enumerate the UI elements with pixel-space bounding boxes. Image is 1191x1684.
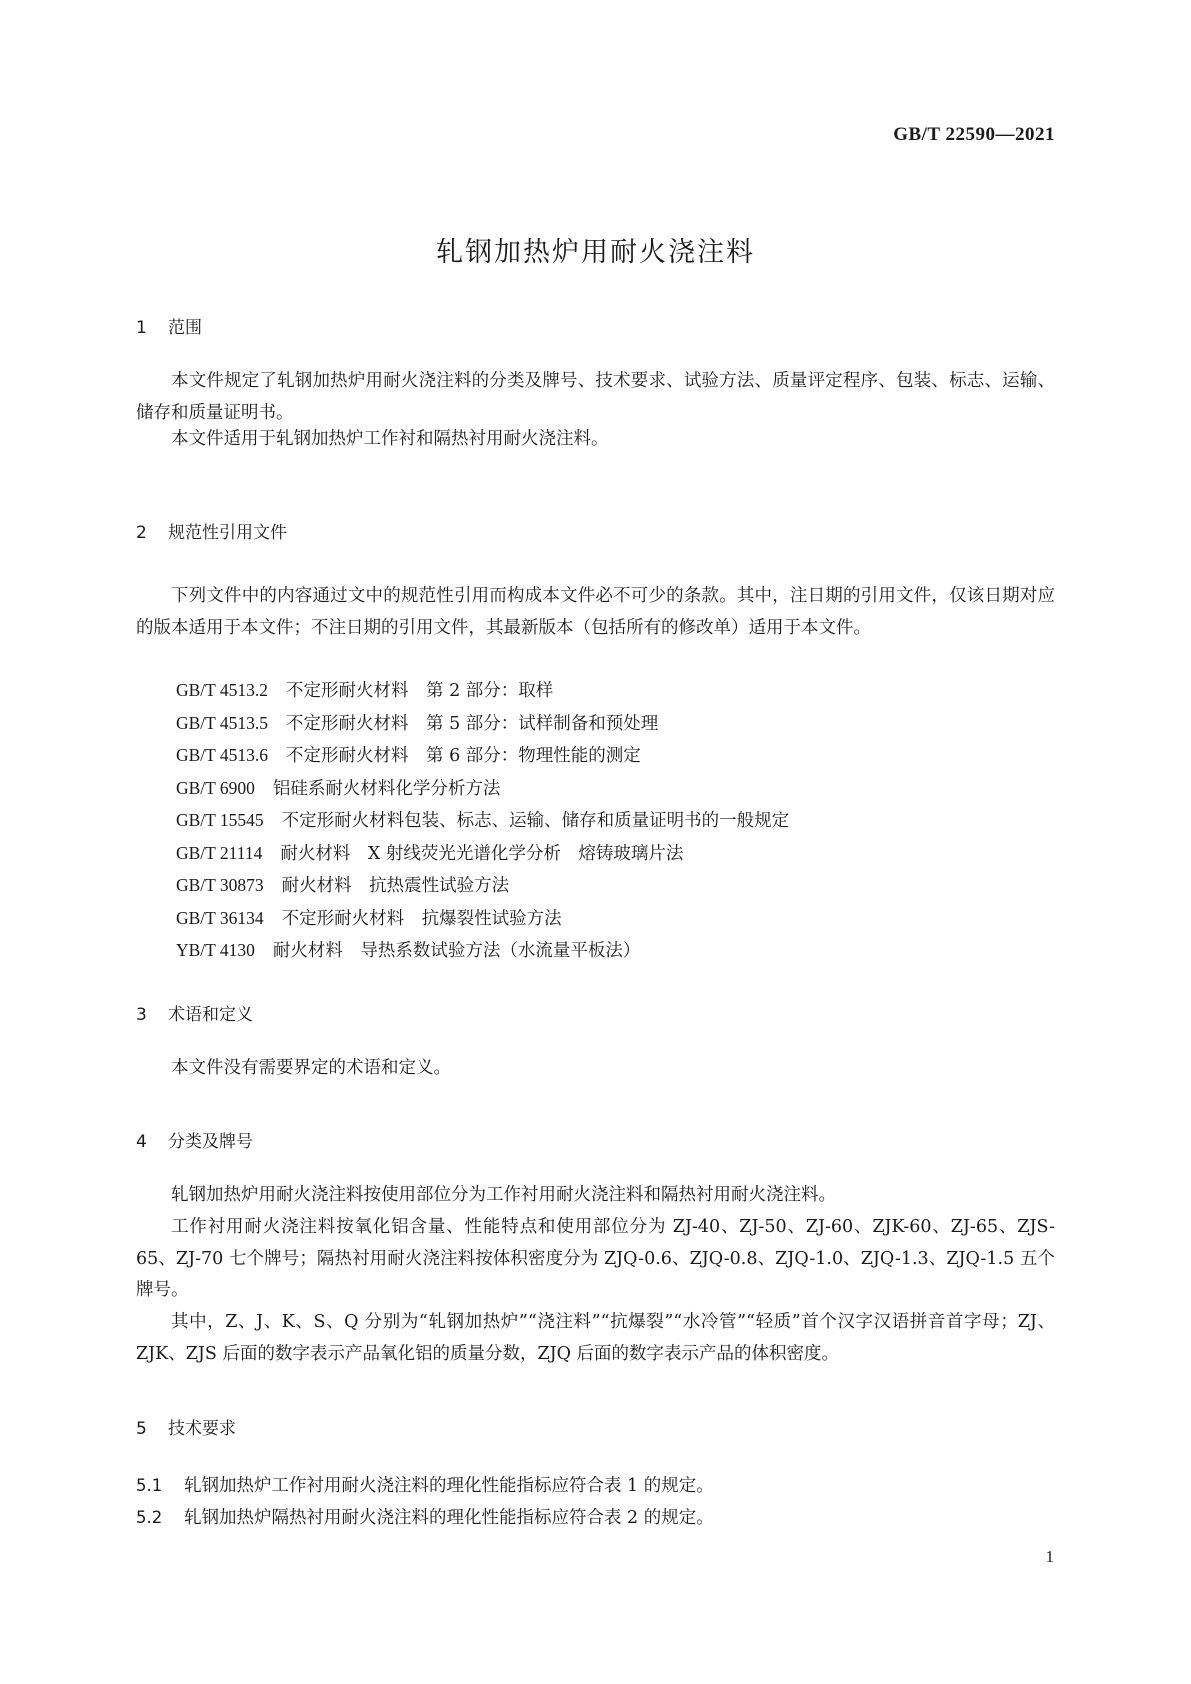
section-heading-normative-references (136, 518, 287, 543)
document-title: 轧钢加热炉用耐火浇注料 (436, 237, 755, 268)
standard-code: GB/T 22590—2021 (893, 124, 1055, 145)
paragraph: 本文件适用于轧钢加热炉工作衬和隔热衬用耐火浇注料。 (171, 429, 609, 449)
section-title: 规范性引用文件 (168, 523, 287, 543)
reference-title: 不定形耐火材料 第 5 部分：试样制备和预处理 (286, 713, 659, 734)
paragraph: 本文件规定了轧钢加热炉用耐火浇注料的分类及牌号、技术要求、试验方法、质量评定程序、包装、标志、运输、储存和质量证明书。 (136, 371, 1055, 423)
clause-number: 5.1 (136, 1476, 163, 1495)
section-number: 3 (136, 1005, 147, 1025)
reference-code: GB/T 4513.5 (176, 712, 269, 733)
reference-list (176, 675, 789, 968)
reference-code: GB/T 4513.6 (176, 745, 269, 765)
reference-code: GB/T 36134 (176, 907, 264, 928)
section-heading-classification (136, 1127, 253, 1152)
section-number: 1 (136, 318, 147, 338)
section-title: 分类及牌号 (168, 1132, 253, 1152)
paragraph: 轧钢加热炉用耐火浇注料按使用部位分为工作衬用耐火浇注料和隔热衬用耐火浇注料。 (171, 1185, 836, 1205)
reference-title: 不定形耐火材料 抗爆裂性试验方法 (281, 908, 562, 929)
section-title: 术语和定义 (168, 1005, 253, 1025)
reference-item (176, 675, 789, 708)
reference-item (176, 870, 789, 903)
clause-number: 5.2 (136, 1508, 163, 1527)
reference-item (176, 740, 789, 773)
paragraph: 工作衬用耐火浇注料按氧化铝含量、性能特点和使用部位分为 ZJ-40、ZJ-50、ZJ-60、ZJK-60、ZJ-65、ZJS-65、ZJ-70 七个牌号；隔热衬用耐火浇注料按体积密度分为 ZJQ-0.6、ZJQ-0.8、ZJQ-1.0、ZJQ-1.3、ZJQ-1.5 五个牌号。 (136, 1217, 1055, 1300)
reference-code: GB/T 6900 (176, 777, 255, 798)
reference-item (176, 838, 789, 871)
reference-code: GB/T 4513.2 (176, 680, 269, 700)
reference-title: 耐火材料 抗热震性试验方法 (281, 876, 510, 896)
clause-text: 轧钢加热炉工作衬用耐火浇注料的理化性能指标应符合表 1 的规定。 (184, 1476, 714, 1496)
paragraph: 其中，Z、J、K、S、Q 分别为“轧钢加热炉”“浇注料”“抗爆裂”“水冷管”“轻质”首个汉字汉语拼音首字母；ZJ、ZJK、ZJS 后面的数字表示产品氧化铝的质量分数，ZJQ 后面的数字表示产品的体积密度。 (136, 1312, 1055, 1364)
reference-title: 铝硅系耐火材料化学分析方法 (272, 778, 501, 799)
section-number: 4 (136, 1132, 147, 1152)
section-title: 技术要求 (168, 1419, 236, 1439)
reference-item (176, 708, 789, 741)
clause-text: 轧钢加热炉隔热衬用耐火浇注料的理化性能指标应符合表 2 的规定。 (184, 1508, 714, 1528)
reference-title: 耐火材料 导热系数试验方法（水流量平板法） (272, 941, 641, 961)
page-number: 1 (1045, 1547, 1054, 1566)
reference-title: 不定形耐火材料 第 2 部分：取样 (286, 681, 554, 701)
reference-title: 不定形耐火材料包装、标志、运输、储存和质量证明书的一般规定 (281, 811, 790, 831)
reference-item (176, 773, 789, 806)
reference-code: YB/T 4130 (176, 940, 255, 960)
section-number: 5 (136, 1419, 147, 1439)
reference-code: GB/T 15545 (176, 810, 264, 830)
section-heading-technical-requirements (136, 1414, 236, 1439)
reference-title: 耐火材料 X 射线荧光光谱化学分析 熔铸玻璃片法 (280, 843, 684, 864)
reference-item (176, 805, 789, 838)
reference-code: GB/T 21114 (176, 842, 263, 863)
section-number: 2 (136, 523, 147, 543)
reference-title: 不定形耐火材料 第 6 部分：物理性能的测定 (286, 746, 641, 766)
clause (136, 1504, 714, 1529)
reference-item (176, 903, 789, 936)
clause (136, 1472, 714, 1497)
section-heading-terms-definitions (136, 1000, 253, 1025)
section-title: 范围 (168, 318, 202, 338)
paragraph: 下列文件中的内容通过文中的规范性引用而构成本文件必不可少的条款。其中，注日期的引用文件，仅该日期对应的版本适用于本文件；不注日期的引用文件，其最新版本（包括所有的修改单）适用于本文件。 (136, 586, 1055, 638)
reference-item (176, 935, 789, 968)
section-heading-scope (136, 313, 202, 338)
reference-code: GB/T 30873 (176, 875, 264, 895)
paragraph: 本文件没有需要界定的术语和定义。 (171, 1058, 451, 1078)
